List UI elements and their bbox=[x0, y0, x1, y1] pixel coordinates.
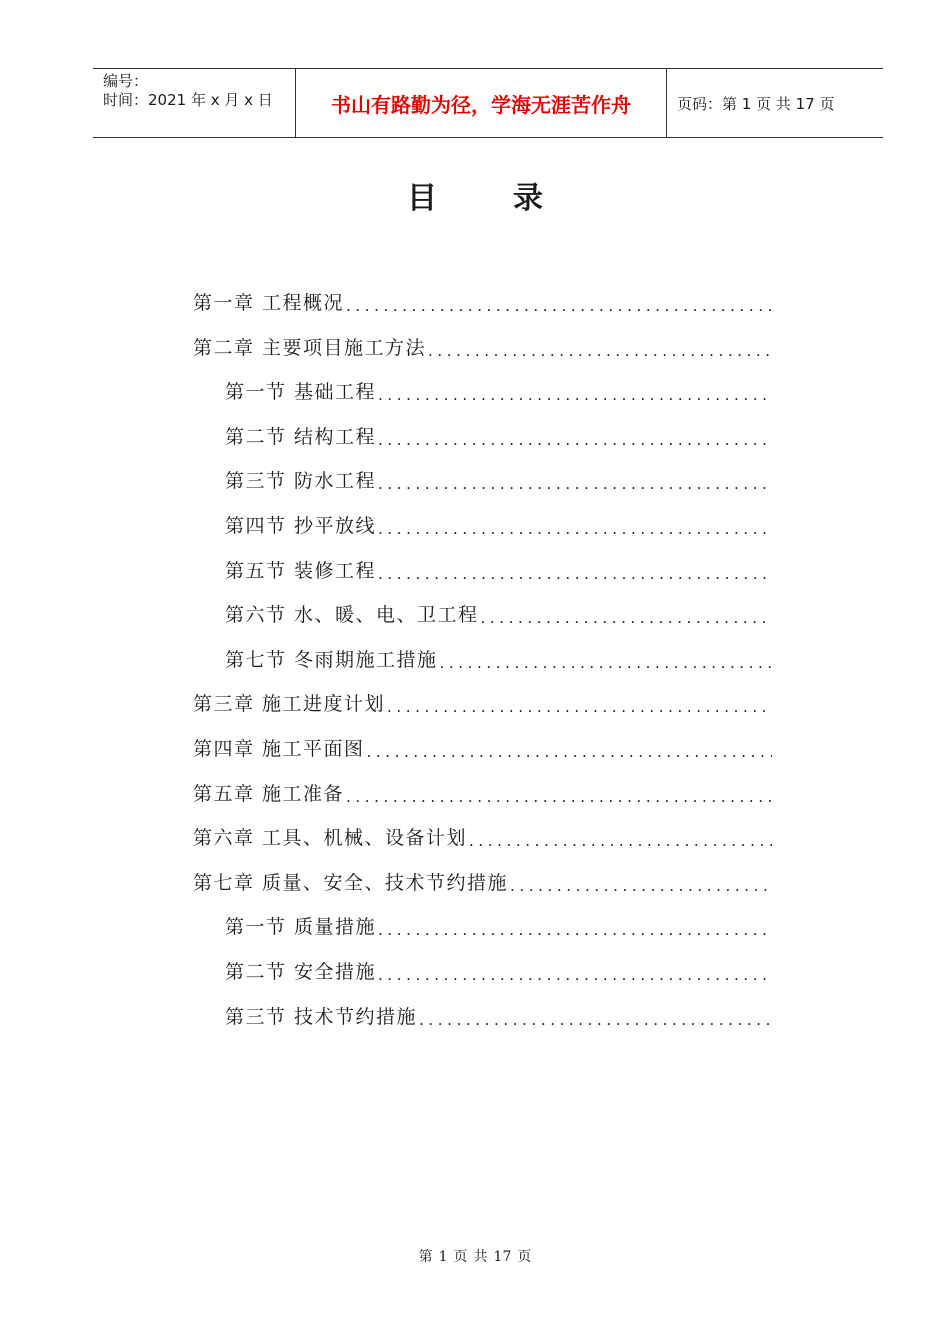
toc-leader-dots bbox=[378, 385, 772, 405]
toc-leader-dots bbox=[378, 564, 772, 584]
footer-text-4: 页 bbox=[517, 1249, 532, 1265]
toc-leader-dots bbox=[510, 876, 772, 896]
page-header bbox=[93, 68, 883, 138]
toc-entry-label: 第七章 质量、安全、技术节约措施 bbox=[193, 871, 509, 894]
toc-chapter-entry[interactable] bbox=[193, 866, 772, 896]
header-page-cell bbox=[667, 69, 883, 137]
toc-section-entry[interactable] bbox=[225, 420, 772, 450]
toc-section-entry[interactable] bbox=[225, 464, 772, 494]
toc-entry-label: 第四章 施工平面图 bbox=[193, 738, 365, 760]
toc-leader-dots bbox=[367, 742, 772, 762]
toc-section-entry[interactable] bbox=[225, 910, 772, 940]
toc-entry-label: 第三节 防水工程 bbox=[225, 470, 377, 493]
toc-leader-dots bbox=[378, 474, 772, 494]
title-char-2: 录 bbox=[513, 181, 543, 216]
toc-leader-dots bbox=[419, 1010, 772, 1030]
toc-chapter-entry[interactable] bbox=[193, 286, 772, 316]
toc-chapter-entry[interactable] bbox=[193, 687, 772, 717]
time-label: 时间：2021 年 x 月 x 日 bbox=[103, 91, 273, 109]
toc-section-entry[interactable] bbox=[225, 375, 772, 405]
toc-chapter-entry[interactable] bbox=[193, 331, 772, 361]
toc-section-entry[interactable] bbox=[225, 1000, 772, 1030]
toc-leader-dots bbox=[378, 430, 772, 450]
toc-entry-label: 第五节 装修工程 bbox=[225, 559, 377, 582]
toc-section-entry[interactable] bbox=[225, 554, 772, 584]
toc-section-entry[interactable] bbox=[225, 509, 772, 539]
toc-leader-dots bbox=[346, 296, 772, 316]
number-label: 编号： bbox=[103, 72, 149, 90]
toc-leader-dots bbox=[428, 341, 772, 361]
toc-entry-label: 第三节 技术节约措施 bbox=[225, 1005, 418, 1028]
toc-entry-label: 第三章 施工进度计划 bbox=[193, 693, 386, 716]
toc-entry-label: 第四节 抄平放线 bbox=[225, 515, 377, 537]
footer-text-2: 页 bbox=[453, 1249, 468, 1265]
page-footer bbox=[0, 1246, 950, 1266]
toc-chapter-entry[interactable] bbox=[193, 821, 772, 851]
page-title bbox=[0, 173, 950, 217]
toc-entry-label: 第六节 水、暖、电、卫工程 bbox=[225, 604, 479, 627]
toc-leader-dots bbox=[387, 697, 772, 717]
footer-text-1: 第 bbox=[418, 1249, 433, 1265]
header-meta-cell bbox=[93, 69, 295, 137]
toc-leader-dots bbox=[346, 787, 772, 807]
toc-section-entry[interactable] bbox=[225, 955, 772, 985]
toc-entry-label: 第一章 工程概况 bbox=[193, 292, 345, 314]
toc-entry-label: 第七节 冬雨期施工措施 bbox=[225, 648, 438, 671]
toc-leader-dots bbox=[440, 653, 772, 673]
toc-chapter-entry[interactable] bbox=[193, 777, 772, 807]
toc-section-entry[interactable] bbox=[225, 598, 772, 628]
toc-leader-dots bbox=[378, 965, 772, 985]
footer-page-number: 1 bbox=[438, 1249, 448, 1265]
footer-total-pages: 17 bbox=[493, 1249, 512, 1265]
toc-section-entry[interactable] bbox=[225, 643, 772, 673]
header-motto-cell bbox=[295, 69, 667, 137]
toc-entry-label: 第六章 工具、机械、设备计划 bbox=[193, 827, 468, 850]
toc-leader-dots bbox=[378, 519, 772, 539]
page-info: 页码：第 1 页 共 17 页 bbox=[677, 94, 835, 113]
title-char-1: 目 bbox=[407, 181, 437, 216]
toc-entry-label: 第一节 基础工程 bbox=[225, 381, 377, 404]
toc-entry-label: 第五章 施工准备 bbox=[193, 782, 345, 805]
toc-entry-label: 第二节 结构工程 bbox=[225, 425, 377, 448]
footer-text-3: 共 bbox=[473, 1249, 488, 1265]
toc-leader-dots bbox=[469, 831, 772, 851]
toc-chapter-entry[interactable] bbox=[193, 732, 772, 762]
toc-leader-dots bbox=[481, 608, 772, 628]
toc-entry-label: 第一节 质量措施 bbox=[225, 916, 377, 939]
toc-entry-label: 第二章 主要项目施工方法 bbox=[193, 336, 427, 359]
toc-entry-label: 第二节 安全措施 bbox=[225, 961, 377, 983]
motto-text: 书山有路勤为径，学海无涯苦作舟 bbox=[331, 92, 631, 117]
toc-leader-dots bbox=[378, 920, 772, 940]
